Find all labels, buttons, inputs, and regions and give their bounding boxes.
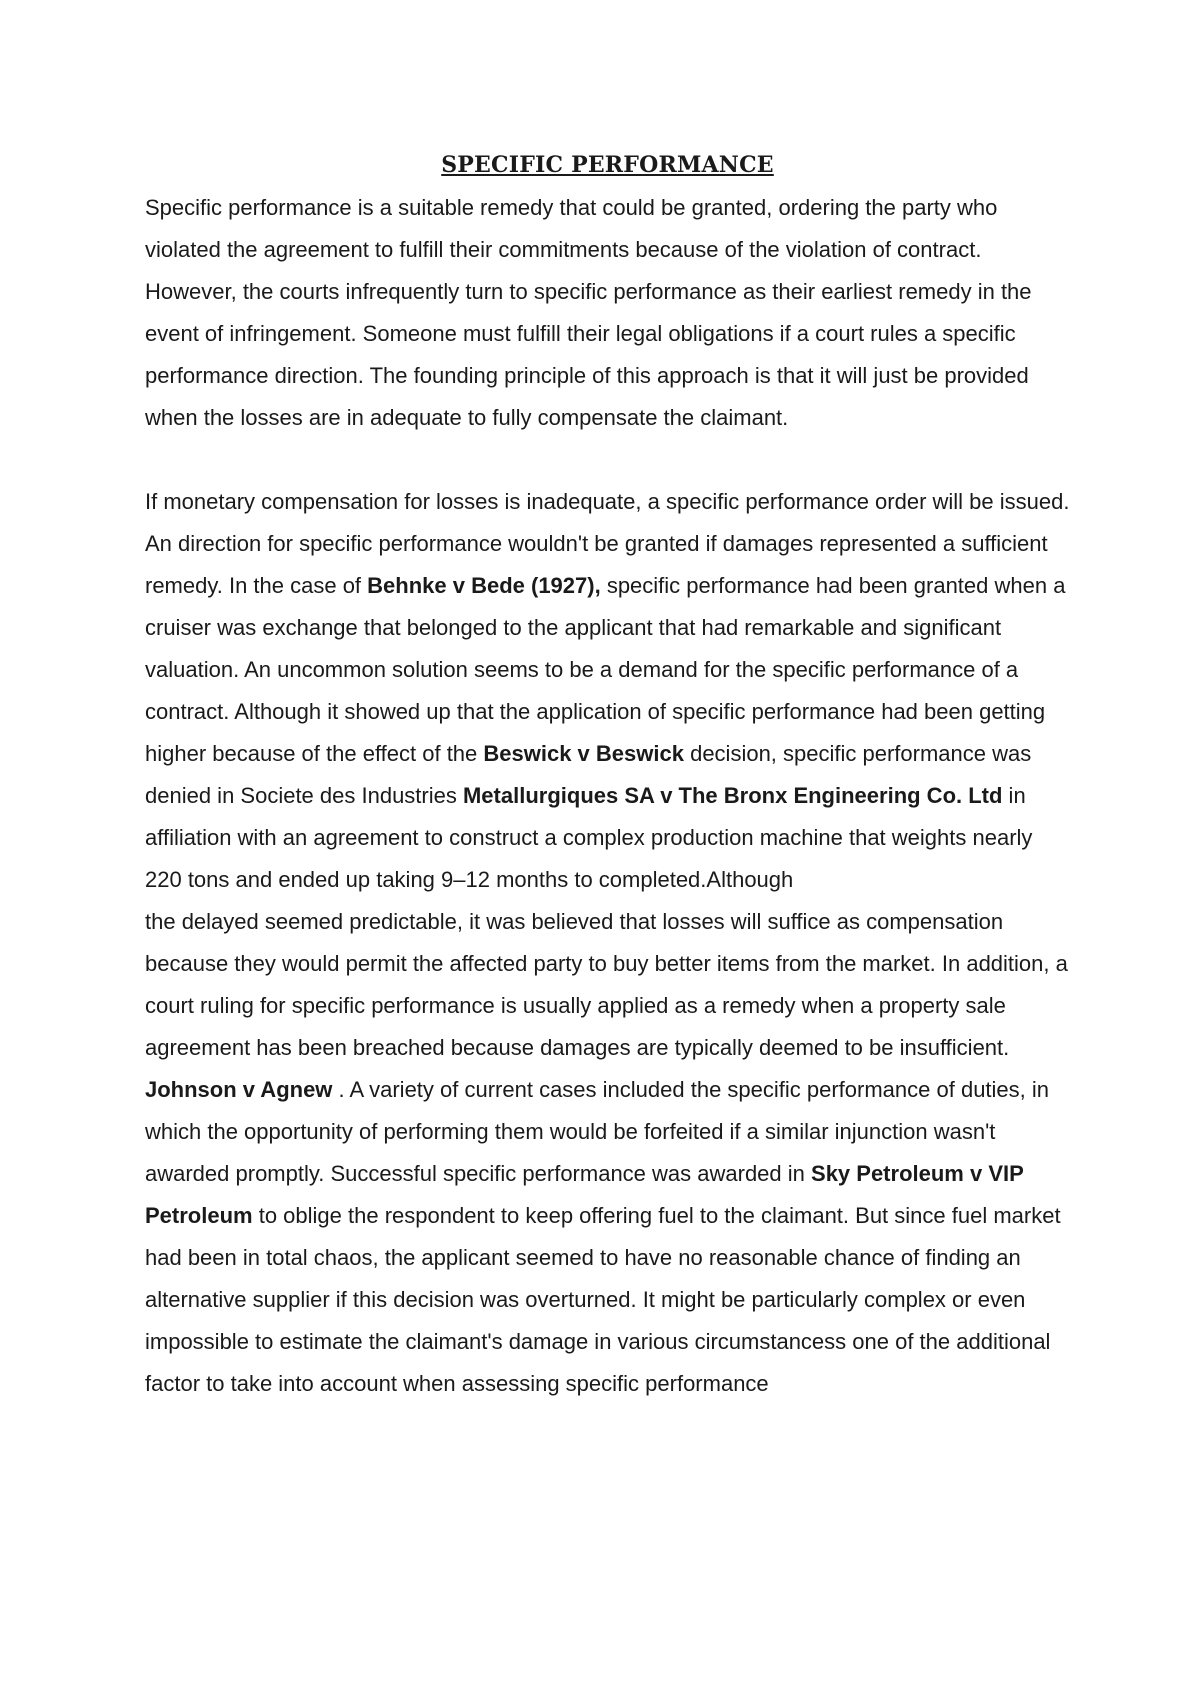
paragraph-1: Specific performance is a suitable remedy that could be granted, ordering the party who violated the agreement to fulfill their commitments because of the violation of contract. However, the courts infrequently turn to specific performance as their earliest remedy in the event of infringement. Someone must fulfill their legal obligations if a court rules a specific performance direction. The founding principle of this approach is that it will just be provided when the losses are in adequate to fully compensate the claimant. — [145, 195, 1032, 430]
case-name-beswick-v-beswick: Beswick v Beswick — [483, 741, 684, 766]
paragraph-2-text-1: If monetary compensation for losses is inadequate, a specific performance order will be issued. An direction for specific performance wouldn't be granted if damages represented a sufficient remedy. In the case of — [145, 489, 1070, 598]
paragraph-2 — [145, 481, 1070, 1405]
paragraph-2-text-6: . A variety of current cases included the specific performance of duties, in which the opportunity of performing them would be forfeited if a similar injunction wasn't awarded promptly. Successful specific performance was awarded in — [145, 1077, 1050, 1186]
paragraph-2-text-7: to oblige the respondent to keep offering fuel to the claimant. But since fuel market had been in total chaos, the applicant seemed to have no reasonable chance of finding an alternative supplier if this decision was overturned. It might be particularly complex or even impossible to estimate the claimant's damage in various circumstancess one of the additional factor to take into account when assessing specific performance — [145, 1203, 1061, 1396]
case-name-behnke-v-bede: Behnke v Bede (1927), — [367, 573, 601, 598]
document-title: SPECIFIC PERFORMANCE — [441, 152, 774, 178]
paragraph-2-text-5: the delayed seemed predictable, it was believed that losses will suffice as compensation because they would permit the affected party to buy better items from the market. In addition, a court ruling for specific performance is usually applied as a remedy when a property sale agreement has been breached because damages are typically deemed to be insufficient. — [145, 909, 1068, 1060]
paragraph-2-text-3: decision, specific performance was denied in Societe des Industries — [145, 741, 1032, 808]
case-name-johnson-v-agnew: Johnson v Agnew — [145, 1077, 333, 1102]
paragraph-2-text-4: in affiliation with an agreement to construct a complex production machine that weights nearly 220 tons and ended up taking 9–12 months to completed.Although — [145, 783, 1033, 892]
document-page — [145, 145, 1070, 1405]
case-name-metallurgiques: Metallurgiques SA v The Bronx Engineering Co. Ltd — [462, 783, 1003, 808]
case-name-sky-petroleum: Sky Petroleum v VIP Petroleum — [145, 1161, 1024, 1228]
paragraph-2-text-2: specific performance had been granted when a cruiser was exchange that belonged to the applicant that had remarkable and significant valuation. An uncommon solution seems to be a demand for the specific performance of a contract. Although it showed up that the application of specific performance had been getting higher because of the effect of the — [145, 573, 1066, 766]
